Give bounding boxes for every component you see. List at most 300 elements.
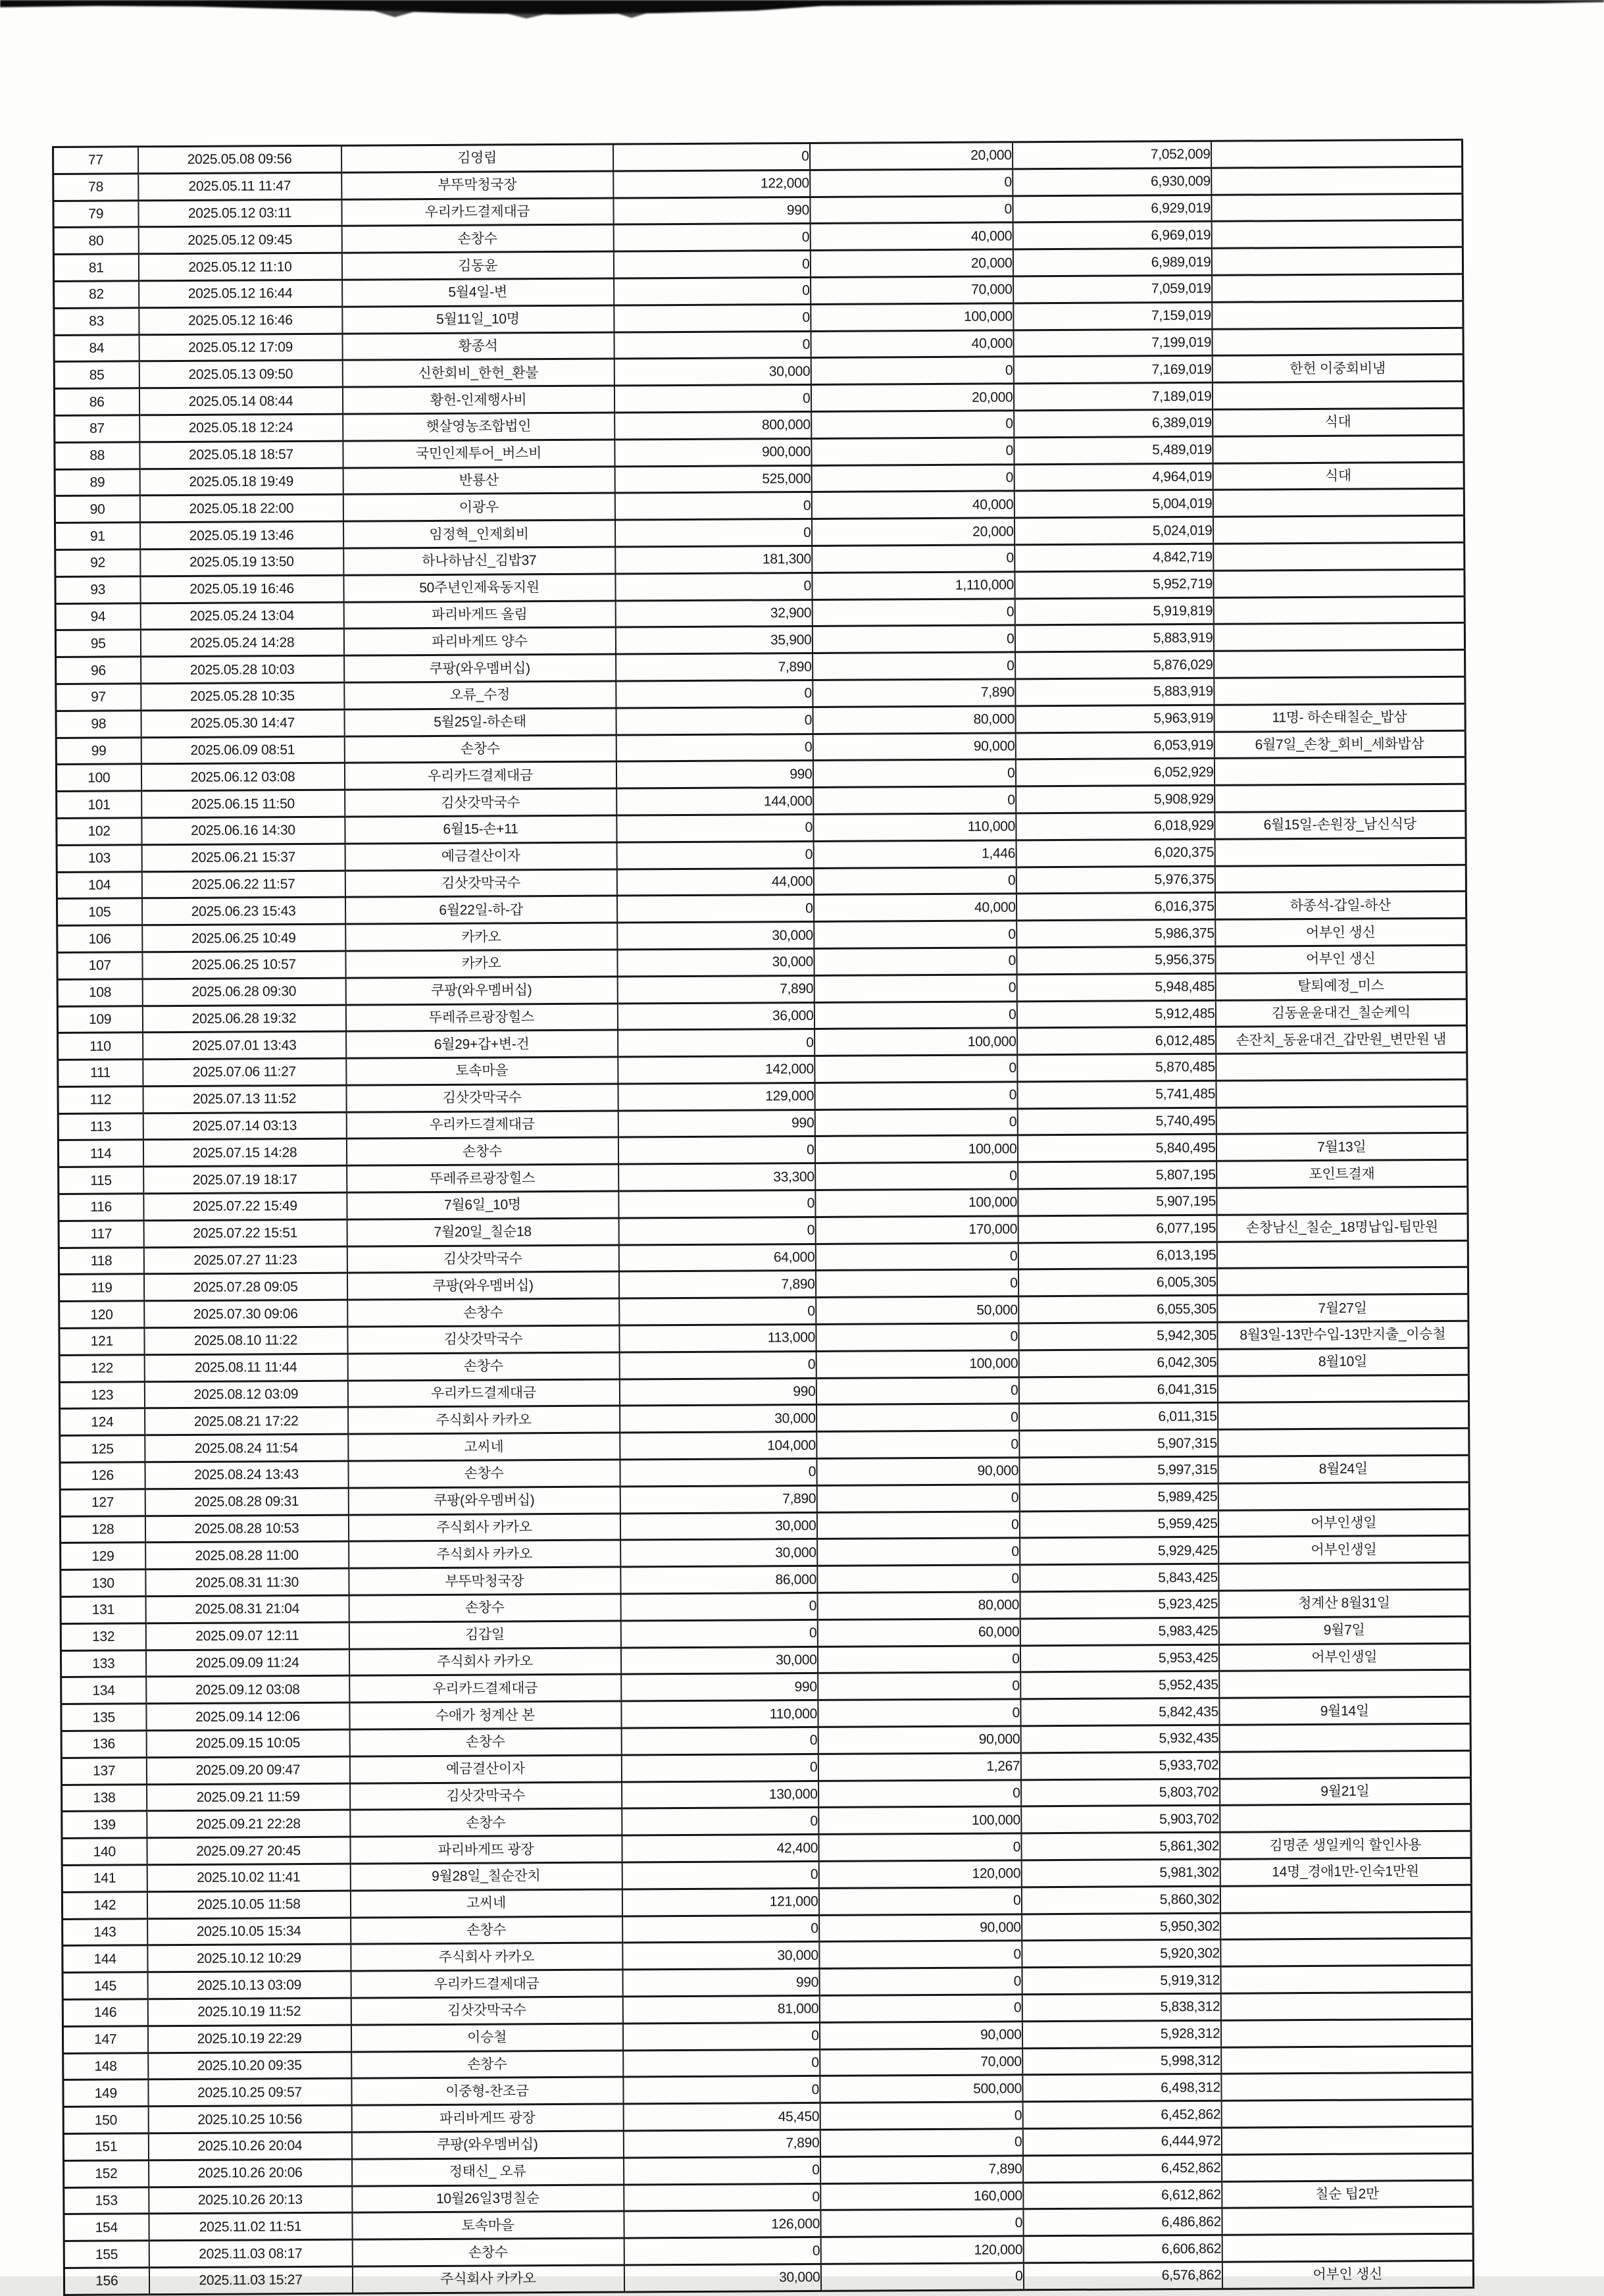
- balance-cell: 7,169,019: [1013, 356, 1212, 384]
- row-number-cell: 133: [61, 1650, 145, 1677]
- datetime-cell: 2025.05.19 16:46: [140, 575, 343, 603]
- description-cell: 토속마을: [352, 2211, 624, 2239]
- description-cell: 우리카드결제대금: [341, 198, 613, 226]
- deposit-cell: 0: [818, 1833, 1021, 1861]
- note-cell: [1220, 1912, 1472, 1940]
- deposit-cell: 100,000: [811, 303, 1013, 331]
- note-cell: 어부인 생신: [1222, 2260, 1473, 2289]
- deposit-cell: 1,267: [818, 1753, 1020, 1781]
- deposit-cell: 80,000: [817, 1592, 1020, 1620]
- description-cell: 손창수: [348, 1460, 620, 1488]
- description-cell: 6월15-손+11: [345, 815, 616, 844]
- deposit-cell: 0: [820, 2129, 1022, 2156]
- datetime-cell: 2025.05.12 09:45: [138, 226, 341, 254]
- datetime-cell: 2025.09.27 20:45: [147, 1837, 350, 1864]
- balance-cell: 5,803,702: [1021, 1779, 1220, 1806]
- withdrawal-cell: 44,000: [616, 868, 813, 896]
- description-cell: 김갑일: [349, 1621, 620, 1649]
- row-number-cell: 141: [62, 1865, 147, 1892]
- datetime-cell: 2025.07.14 03:13: [143, 1112, 346, 1140]
- description-cell: 손창수: [350, 1808, 622, 1837]
- balance-cell: 6,042,305: [1018, 1349, 1217, 1377]
- balance-cell: 6,452,862: [1023, 2155, 1222, 2182]
- withdrawal-cell: 32,900: [615, 600, 812, 627]
- row-number-cell: 100: [56, 764, 141, 791]
- deposit-cell: 0: [814, 975, 1016, 1002]
- withdrawal-cell: 0: [621, 1754, 818, 1781]
- description-cell: 뚜레쥬르광장힐스: [347, 1164, 618, 1192]
- note-cell: 김명준 생일케익 할인사용: [1220, 1831, 1471, 1859]
- balance-cell: 5,986,375: [1016, 919, 1215, 947]
- datetime-cell: 2025.05.28 10:03: [141, 655, 344, 683]
- description-cell: 예금결산이자: [345, 842, 616, 871]
- withdrawal-cell: 113,000: [619, 1325, 816, 1352]
- datetime-cell: 2025.06.21 15:37: [141, 844, 345, 871]
- balance-cell: 5,923,425: [1020, 1591, 1218, 1618]
- row-number-cell: 118: [59, 1247, 143, 1274]
- note-cell: 손창남신_칠순_18명납입-팁만원: [1216, 1213, 1468, 1242]
- datetime-cell: 2025.10.25 09:57: [148, 2079, 351, 2106]
- datetime-cell: 2025.06.12 03:08: [141, 763, 344, 791]
- datetime-cell: 2025.05.18 12:24: [139, 414, 343, 442]
- deposit-cell: 0: [813, 652, 1015, 680]
- withdrawal-cell: 181,300: [615, 546, 812, 573]
- description-cell: 우리카드결제대금: [347, 1379, 619, 1408]
- withdrawal-cell: 0: [622, 1808, 818, 1835]
- balance-cell: 5,740,495: [1017, 1108, 1216, 1135]
- description-cell: 손창수: [351, 2051, 623, 2079]
- withdrawal-cell: 0: [613, 143, 809, 170]
- description-cell: 6월29+갑+변-건: [346, 1030, 618, 1058]
- balance-cell: 6,969,019: [1013, 222, 1211, 249]
- row-number-cell: 127: [60, 1489, 145, 1516]
- withdrawal-cell: 0: [618, 1029, 815, 1057]
- note-cell: [1217, 1375, 1468, 1403]
- description-cell: 김삿갓막국수: [350, 1782, 622, 1810]
- balance-cell: 6,055,305: [1018, 1296, 1217, 1323]
- description-cell: 우리카드결제대금: [344, 761, 616, 790]
- note-cell: [1211, 193, 1463, 222]
- datetime-cell: 2025.08.28 11:00: [145, 1542, 349, 1569]
- datetime-cell: 2025.05.12 16:44: [139, 280, 342, 307]
- withdrawal-cell: 36,000: [617, 1002, 814, 1030]
- datetime-cell: 2025.05.18 18:57: [139, 441, 343, 469]
- row-number-cell: 113: [58, 1113, 143, 1140]
- note-cell: [1213, 515, 1464, 544]
- withdrawal-cell: 0: [621, 1727, 818, 1754]
- datetime-cell: 2025.05.12 03:11: [138, 199, 341, 227]
- deposit-cell: 0: [819, 1995, 1022, 2022]
- ledger-table-container: [52, 139, 1474, 2296]
- row-number-cell: 125: [60, 1435, 145, 1462]
- row-number-cell: 93: [55, 576, 140, 603]
- balance-cell: 5,920,302: [1022, 1940, 1220, 1968]
- balance-cell: 5,860,302: [1021, 1886, 1220, 1914]
- deposit-cell: 0: [820, 2102, 1022, 2130]
- datetime-cell: 2025.10.26 20:04: [148, 2132, 351, 2160]
- description-cell: 쿠팡(와우멤버십): [345, 977, 617, 1005]
- balance-cell: 6,018,929: [1016, 812, 1215, 840]
- withdrawal-cell: 45,450: [623, 2103, 820, 2131]
- note-cell: [1213, 542, 1465, 571]
- datetime-cell: 2025.08.24 11:54: [145, 1434, 348, 1462]
- row-number-cell: 84: [54, 334, 139, 361]
- row-number-cell: 151: [63, 2133, 148, 2160]
- deposit-cell: 110,000: [813, 813, 1016, 841]
- balance-cell: 5,907,195: [1018, 1188, 1216, 1215]
- datetime-cell: 2025.05.14 08:44: [139, 387, 342, 415]
- note-cell: [1222, 2207, 1473, 2235]
- balance-cell: 5,952,719: [1015, 571, 1213, 598]
- row-number-cell: 153: [64, 2187, 149, 2214]
- deposit-cell: 70,000: [820, 2048, 1022, 2076]
- description-cell: 5월11일_10명: [342, 305, 614, 334]
- note-cell: [1212, 301, 1463, 329]
- note-cell: [1222, 2233, 1473, 2262]
- row-number-cell: 143: [63, 1918, 147, 1945]
- datetime-cell: 2025.08.31 11:30: [145, 1568, 349, 1596]
- balance-cell: 5,840,495: [1017, 1135, 1216, 1162]
- datetime-cell: 2025.05.24 14:28: [140, 629, 343, 657]
- withdrawal-cell: 33,300: [618, 1163, 815, 1191]
- description-cell: 김동윤: [341, 251, 613, 280]
- description-cell: 주식회사 카카오: [349, 1540, 620, 1568]
- row-number-cell: 122: [59, 1355, 144, 1382]
- withdrawal-cell: 104,000: [620, 1432, 816, 1460]
- withdrawal-cell: 0: [616, 680, 813, 707]
- deposit-cell: 20,000: [810, 249, 1013, 277]
- balance-cell: 6,012,485: [1017, 1027, 1216, 1055]
- datetime-cell: 2025.11.03 15:27: [149, 2266, 352, 2294]
- row-number-cell: 97: [56, 684, 141, 711]
- balance-cell: 5,843,425: [1020, 1564, 1218, 1591]
- deposit-cell: 0: [812, 625, 1015, 653]
- row-number-cell: 117: [59, 1221, 143, 1248]
- withdrawal-cell: 0: [618, 1136, 815, 1164]
- note-cell: [1213, 489, 1464, 517]
- withdrawal-cell: 900,000: [614, 438, 811, 466]
- description-cell: 카카오: [345, 950, 617, 978]
- note-cell: 7월27일: [1217, 1294, 1468, 1323]
- deposit-cell: 90,000: [818, 1726, 1020, 1754]
- withdrawal-cell: 30,000: [620, 1512, 816, 1540]
- row-number-cell: 154: [64, 2214, 149, 2241]
- balance-cell: 6,576,862: [1023, 2262, 1222, 2289]
- description-cell: 손창수: [341, 224, 613, 253]
- note-cell: [1214, 676, 1465, 705]
- description-cell: 6월22일-하-갑: [345, 896, 616, 924]
- row-number-cell: 85: [54, 361, 139, 388]
- balance-cell: 5,981,302: [1021, 1859, 1220, 1887]
- description-cell: 5월25일-하손태: [344, 708, 616, 736]
- deposit-cell: 0: [819, 1968, 1022, 1995]
- withdrawal-cell: 110,000: [621, 1700, 818, 1728]
- deposit-cell: 170,000: [815, 1216, 1018, 1244]
- note-cell: 어부인 생신: [1215, 945, 1466, 973]
- datetime-cell: 2025.05.19 13:50: [140, 548, 343, 576]
- description-cell: 파리바게뜨 광장: [351, 2104, 623, 2132]
- description-cell: 주식회사 카카오: [349, 1648, 620, 1676]
- withdrawal-cell: 990: [618, 1110, 815, 1137]
- datetime-cell: 2025.08.10 11:22: [144, 1327, 347, 1354]
- row-number-cell: 150: [63, 2106, 148, 2133]
- deposit-cell: 0: [817, 1565, 1020, 1593]
- withdrawal-cell: 0: [624, 2183, 820, 2211]
- description-cell: 파리바게뜨 양수: [343, 627, 615, 655]
- deposit-cell: 0: [815, 1162, 1018, 1190]
- description-cell: 우리카드결제대금: [346, 1111, 618, 1139]
- datetime-cell: 2025.08.12 03:09: [144, 1381, 347, 1408]
- balance-cell: 5,989,425: [1019, 1483, 1218, 1511]
- withdrawal-cell: 30,000: [620, 1405, 816, 1433]
- balance-cell: 6,452,862: [1022, 2101, 1221, 2128]
- balance-cell: 5,861,302: [1021, 1832, 1220, 1860]
- row-number-cell: 78: [53, 174, 138, 201]
- note-cell: [1218, 1428, 1469, 1456]
- balance-cell: 5,997,315: [1019, 1456, 1218, 1484]
- description-cell: 황헌-인제행사비: [342, 386, 614, 414]
- balance-cell: 7,059,019: [1013, 275, 1212, 303]
- description-cell: 이중형-찬조금: [351, 2077, 623, 2105]
- withdrawal-cell: 122,000: [613, 170, 810, 197]
- deposit-cell: 120,000: [820, 2236, 1023, 2264]
- note-cell: [1220, 1992, 1472, 2020]
- row-number-cell: 142: [62, 1892, 147, 1919]
- withdrawal-cell: 130,000: [622, 1781, 818, 1808]
- deposit-cell: 1,110,000: [812, 572, 1015, 600]
- datetime-cell: 2025.05.08 09:56: [138, 145, 341, 173]
- balance-cell: 6,077,195: [1018, 1215, 1216, 1242]
- withdrawal-cell: 30,000: [614, 358, 811, 386]
- row-number-cell: 114: [58, 1140, 143, 1167]
- balance-cell: 6,929,019: [1013, 195, 1211, 222]
- scan-edge-shape: [0, 0, 1604, 20]
- balance-cell: 6,013,195: [1018, 1242, 1216, 1269]
- datetime-cell: 2025.05.11 11:47: [138, 172, 341, 200]
- withdrawal-cell: 0: [616, 707, 813, 734]
- balance-cell: 5,932,435: [1020, 1725, 1219, 1752]
- withdrawal-cell: 0: [624, 2237, 820, 2265]
- balance-cell: 5,883,919: [1015, 678, 1214, 705]
- row-number-cell: 90: [55, 496, 139, 523]
- withdrawal-cell: 0: [613, 224, 810, 251]
- datetime-cell: 2025.09.07 12:11: [145, 1622, 349, 1650]
- balance-cell: 5,956,375: [1016, 946, 1215, 974]
- datetime-cell: 2025.06.15 11:50: [141, 790, 345, 817]
- balance-cell: 5,952,435: [1020, 1671, 1219, 1699]
- datetime-cell: 2025.06.25 10:49: [142, 924, 345, 952]
- description-cell: 쿠팡(와우멤버십): [347, 1271, 618, 1300]
- row-number-cell: 146: [63, 1999, 147, 2026]
- description-cell: 파리바게뜨 광장: [350, 1835, 622, 1864]
- note-cell: 탈퇴예정_미스: [1215, 972, 1466, 1000]
- deposit-cell: 0: [816, 1404, 1019, 1431]
- description-cell: 카카오: [345, 923, 617, 951]
- withdrawal-cell: 0: [614, 385, 811, 413]
- ledger-body: [53, 140, 1474, 2295]
- description-cell: 주식회사 카카오: [352, 2265, 624, 2293]
- balance-cell: 5,948,485: [1016, 973, 1215, 1001]
- row-number-cell: 135: [61, 1704, 146, 1731]
- balance-cell: 6,041,315: [1018, 1376, 1217, 1404]
- datetime-cell: 2025.07.06 11:27: [143, 1058, 346, 1086]
- withdrawal-cell: 142,000: [618, 1056, 815, 1084]
- balance-cell: 5,024,019: [1014, 517, 1213, 544]
- deposit-cell: 7,890: [820, 2156, 1023, 2183]
- withdrawal-cell: 30,000: [617, 922, 814, 950]
- note-cell: 11명- 하손태칠순_밥삼: [1214, 703, 1465, 732]
- balance-cell: 6,498,312: [1022, 2074, 1221, 2102]
- row-number-cell: 121: [59, 1328, 144, 1355]
- row-number-cell: 119: [59, 1274, 143, 1301]
- note-cell: 어부인 생신: [1215, 918, 1466, 946]
- deposit-cell: 0: [811, 411, 1014, 438]
- balance-cell: 5,919,819: [1015, 598, 1213, 625]
- deposit-cell: 0: [814, 1001, 1016, 1029]
- balance-cell: 6,016,375: [1016, 893, 1215, 921]
- description-cell: 김삿갓막국수: [351, 1997, 622, 2025]
- withdrawal-cell: 7,890: [617, 975, 814, 1003]
- description-cell: 7월20일_칠순18: [347, 1218, 618, 1246]
- description-cell: 김삿갓막국수: [347, 1325, 619, 1354]
- row-number-cell: 82: [54, 281, 139, 308]
- note-cell: [1219, 1723, 1470, 1752]
- deposit-cell: 90,000: [819, 1914, 1022, 1941]
- withdrawal-cell: 990: [621, 1673, 818, 1701]
- withdrawal-cell: 42,400: [622, 1835, 818, 1862]
- deposit-cell: 20,000: [811, 384, 1013, 411]
- note-cell: 손잔치_동윤대건_갑만원_변만원 냄: [1216, 1026, 1467, 1054]
- datetime-cell: 2025.07.22 15:49: [143, 1192, 347, 1220]
- row-number-cell: 91: [55, 523, 139, 549]
- note-cell: 9월14일: [1219, 1696, 1470, 1725]
- datetime-cell: 2025.08.11 11:44: [144, 1354, 347, 1381]
- description-cell: 수애가 청계산 본: [349, 1701, 621, 1729]
- scan-edge-artifact: [0, 0, 1604, 20]
- withdrawal-cell: 0: [623, 2076, 820, 2104]
- note-cell: [1221, 2046, 1472, 2074]
- deposit-cell: 0: [818, 1672, 1020, 1700]
- note-cell: [1218, 1402, 1469, 1430]
- balance-cell: 6,011,315: [1019, 1403, 1218, 1431]
- datetime-cell: 2025.10.02 11:41: [147, 1864, 350, 1891]
- balance-cell: 5,953,425: [1020, 1645, 1218, 1672]
- description-cell: 손창수: [349, 1728, 621, 1756]
- datetime-cell: 2025.06.25 10:57: [142, 951, 345, 979]
- withdrawal-cell: 0: [620, 1620, 817, 1647]
- balance-cell: 5,883,919: [1015, 625, 1213, 652]
- row-number-cell: 88: [55, 442, 139, 469]
- row-number-cell: 115: [59, 1167, 143, 1194]
- deposit-cell: 90,000: [816, 1458, 1019, 1485]
- withdrawal-cell: 0: [616, 895, 813, 923]
- note-cell: [1216, 1240, 1468, 1269]
- row-number-cell: 89: [55, 469, 139, 496]
- note-cell: 9월7일: [1218, 1616, 1470, 1645]
- balance-cell: 5,807,195: [1018, 1161, 1216, 1189]
- withdrawal-cell: 0: [622, 1861, 818, 1889]
- description-cell: 9월28일_칠순잔치: [350, 1862, 622, 1891]
- note-cell: 8월10일: [1217, 1348, 1468, 1376]
- description-cell: 김삿갓막국수: [345, 869, 616, 898]
- balance-cell: 6,005,305: [1018, 1269, 1216, 1296]
- datetime-cell: 2025.10.12 10:29: [147, 1945, 351, 1972]
- balance-cell: 5,929,425: [1020, 1537, 1218, 1565]
- withdrawal-cell: 0: [613, 251, 810, 278]
- datetime-cell: 2025.09.14 12:06: [146, 1702, 349, 1730]
- deposit-cell: 0: [820, 2209, 1023, 2237]
- datetime-cell: 2025.05.30 14:47: [141, 709, 344, 737]
- datetime-cell: 2025.09.15 10:05: [146, 1729, 349, 1757]
- datetime-cell: 2025.07.19 18:17: [143, 1165, 347, 1193]
- deposit-cell: 0: [819, 1941, 1022, 1968]
- datetime-cell: 2025.06.28 09:30: [142, 978, 345, 1006]
- note-cell: [1220, 1939, 1472, 1967]
- withdrawal-cell: 30,000: [617, 948, 814, 976]
- balance-cell: 6,020,375: [1016, 839, 1215, 867]
- note-cell: [1220, 1965, 1472, 1993]
- note-cell: 7월13일: [1216, 1133, 1467, 1161]
- description-cell: 예금결산이자: [349, 1755, 621, 1783]
- description-cell: 파리바게뜨 올림: [343, 601, 615, 629]
- datetime-cell: 2025.06.09 08:51: [141, 736, 344, 764]
- balance-cell: 5,983,425: [1020, 1618, 1218, 1645]
- datetime-cell: 2025.08.28 10:53: [145, 1515, 348, 1543]
- description-cell: 10월26일3명칠순: [352, 2185, 624, 2213]
- deposit-cell: 0: [810, 195, 1013, 223]
- note-cell: [1212, 381, 1463, 409]
- note-cell: 14명_경애1만-인숙1만원: [1220, 1858, 1471, 1886]
- note-cell: [1211, 166, 1463, 195]
- deposit-cell: 0: [815, 1055, 1017, 1083]
- balance-cell: 5,741,485: [1017, 1081, 1216, 1108]
- description-cell: 고씨네: [348, 1433, 620, 1461]
- balance-cell: 7,189,019: [1013, 382, 1212, 410]
- datetime-cell: 2025.09.20 09:47: [146, 1756, 349, 1784]
- withdrawal-cell: 0: [615, 573, 812, 600]
- deposit-cell: 0: [816, 1377, 1018, 1404]
- row-number-cell: 132: [61, 1623, 145, 1650]
- description-cell: 손창수: [344, 735, 616, 763]
- datetime-cell: 2025.07.13 11:52: [143, 1085, 346, 1113]
- balance-cell: 5,870,485: [1017, 1054, 1216, 1081]
- note-cell: [1214, 650, 1465, 678]
- deposit-cell: 0: [816, 1511, 1019, 1539]
- balance-cell: 5,876,029: [1015, 651, 1214, 678]
- description-cell: 황종석: [342, 332, 614, 361]
- note-cell: [1216, 1186, 1468, 1215]
- row-number-cell: 80: [53, 227, 138, 254]
- datetime-cell: 2025.07.30 09:06: [144, 1300, 347, 1327]
- deposit-cell: 0: [810, 169, 1013, 197]
- row-number-cell: 92: [55, 549, 140, 576]
- deposit-cell: 90,000: [819, 2022, 1022, 2049]
- datetime-cell: 2025.10.26 20:06: [149, 2159, 352, 2187]
- note-cell: 칠순 팁2만: [1222, 2180, 1473, 2208]
- datetime-cell: 2025.07.28 09:05: [143, 1273, 347, 1301]
- datetime-cell: 2025.08.28 09:31: [145, 1488, 348, 1516]
- note-cell: 8월24일: [1218, 1455, 1469, 1483]
- datetime-cell: 2025.09.09 11:24: [145, 1649, 349, 1677]
- withdrawal-cell: 0: [619, 1298, 816, 1325]
- row-number-cell: 104: [57, 871, 141, 898]
- withdrawal-cell: 126,000: [624, 2210, 820, 2238]
- row-number-cell: 152: [64, 2160, 149, 2187]
- withdrawal-cell: 525,000: [614, 465, 811, 493]
- note-cell: 청계산 8월31일: [1218, 1589, 1470, 1618]
- row-number-cell: 77: [53, 147, 138, 174]
- deposit-cell: 0: [818, 1887, 1021, 1915]
